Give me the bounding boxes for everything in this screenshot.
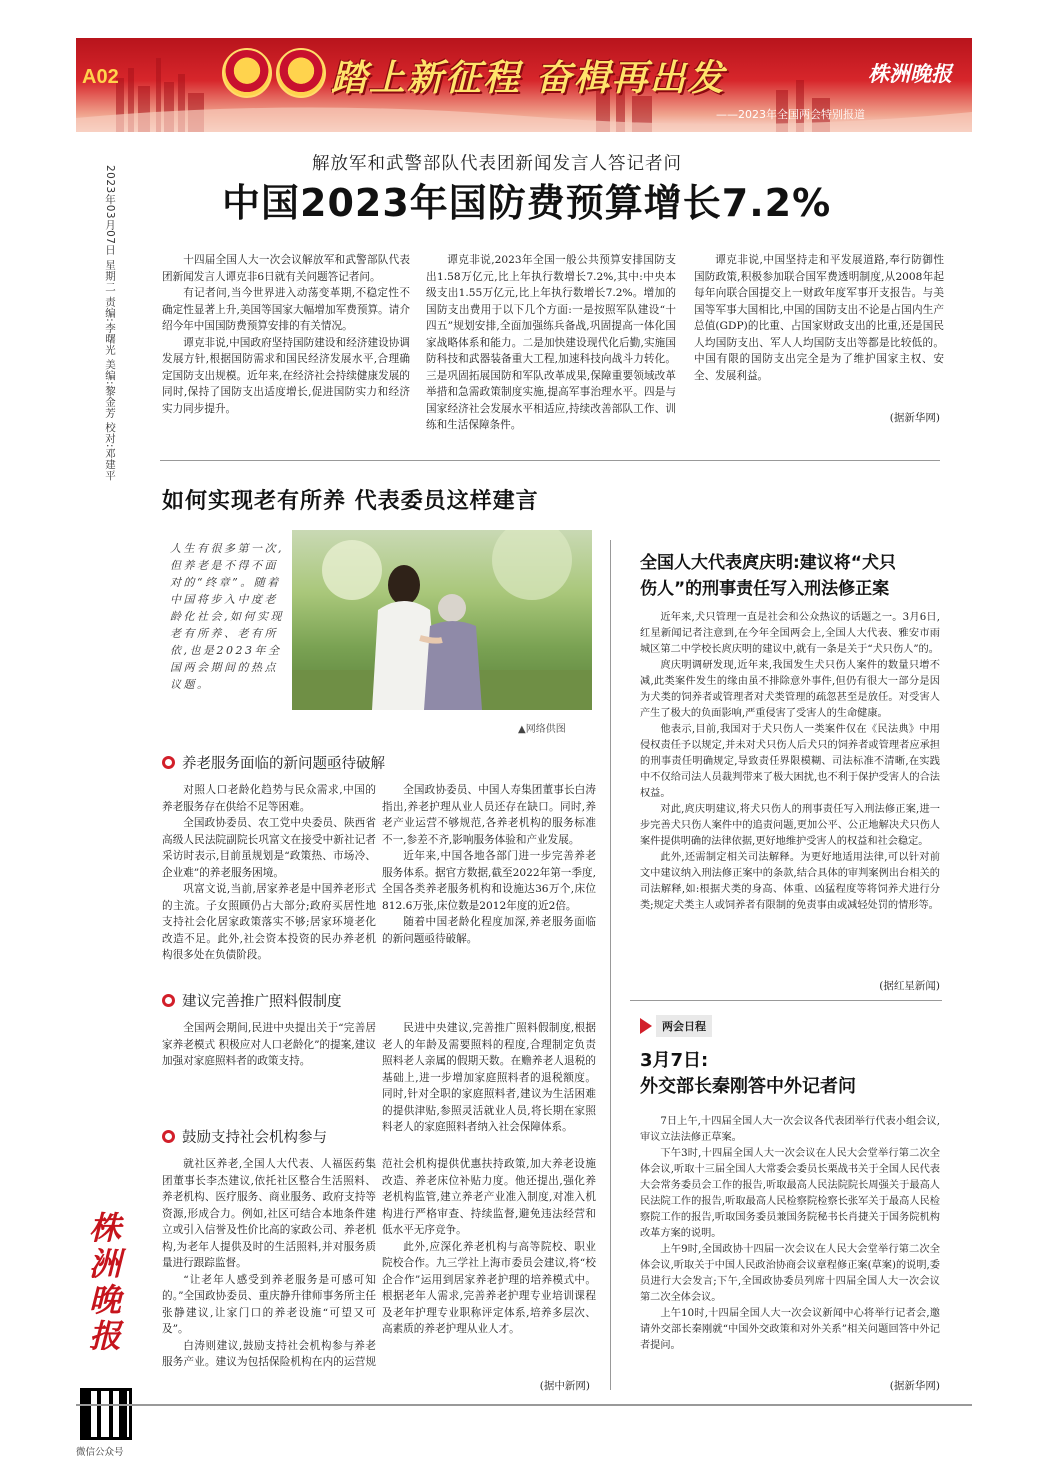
side-logo-line2: 晚报 [88, 1281, 121, 1355]
schedule-tag [640, 1015, 740, 1037]
national-emblem-icon [222, 48, 272, 98]
paragraph: 全国两会期间,民进中央提出关于“完善居家养老模式 积极应对人口老龄化”的提案,建议加强对家庭照料者的政策支持。 [162, 1022, 376, 1067]
section-heading [162, 1126, 327, 1147]
photo-credit: ▲网络供图 [518, 724, 566, 735]
article2-s3-cols [162, 1156, 596, 1374]
wechat-qr-code-icon[interactable] [80, 1388, 132, 1440]
article3-headline-line1: 全国人大代表庹庆明:建议将“犬只 [640, 553, 896, 573]
banner-subtitle: ——2023年全国两会特别报道 [716, 108, 865, 121]
article3-body [640, 610, 940, 914]
header-banner [76, 38, 972, 132]
paragraph: 对此,庹庆明建议,将犬只伤人的刑事责任写入刑法修正案,进一步完善犬只伤人案件中的追责问题,更加公平、公正地解决犬只伤人案件提供明确的法律依据,更好地维护受害人的权益和社会稳定。 [640, 804, 940, 847]
paragraph: 对照人口老龄化趋势与民众需求,中国的养老服务存在供给不足等困难。 [162, 784, 376, 813]
article2-headline: 如何实现老有所养 代表委员这样建言 [162, 489, 539, 514]
elderly-walking-illustration-icon [292, 530, 592, 710]
paragraph: 他表示,目前,我国对于犬只伤人一类案件仅在《民法典》中用侵权责任予以规定,并未对犬只伤人后犬只的饲养者或管理者应承担的刑事责任明确规定,导致责任界限模糊、司法标准不清晰,在实践中不仅给司法人员裁判带来了极大困扰,也不利于保护受害人的合法权益。 [640, 724, 940, 799]
article2-s1-col-1 [162, 782, 376, 964]
article4-source: (据新华网) [889, 1380, 940, 1392]
article2-s2-col-1 [162, 1020, 376, 1070]
paragraph: 十四届全国人大一次会议解放军和武警部队代表团新闻发言人谭克非6日就有关问题答记者问。 [162, 254, 410, 283]
paragraph: 近年来,犬只管理一直是社会和公众热议的话题之一。3月6日,红星新闻记者注意到,在今年全国两会上,全国人大代表、雅安市雨城区第二中学校长庹庆明的建议中,就有一条是关于“犬只伤人”的。 [640, 612, 940, 655]
paragraph: 此外,还需制定相关司法解释。为更好地适用法律,可以针对前文中建议纳入刑法修正案中的条款,结合具体的审判案例出台相关的司法解释,如:根据犬类的身高、体重、凶猛程度等将饲养犬进行分类;规定犬类主人或饲养者有限制的免责事由或减轻处罚的情形等。 [640, 852, 940, 911]
banner-slogan: 踏上新征程 奋楫再出发 [331, 58, 726, 99]
paragraph: “让老年人感受到养老服务是可感可知的。”全国政协委员、重庆静升律师事务所主任张静建议,让家门口的养老设施“可望又可及”。 [162, 1273, 376, 1335]
paragraph: 庹庆明调研发现,近年来,我国发生犬只伤人案件的数量只增不减,此类案件发生的缘由虽不排除意外事件,但仍有很大一部分是因为犬类的饲养者或管理者对犬类管理的疏忽甚至是放任。对受害人产生了极大的负面影响,严重侵害了受害人的生命健康。 [640, 660, 940, 719]
article2-source: (据中新网) [539, 1380, 590, 1392]
article4-body [640, 1114, 940, 1354]
page-number: A02 [82, 66, 119, 88]
article1-headline: 中国2023年国防费预算增长7.2% [222, 181, 832, 225]
section-title: 鼓励支持社会机构参与 [182, 1130, 327, 1146]
paragraph: 上午10时,十四届全国人大一次会议新闻中心将举行记者会,邀请外交部长秦刚就“中国外交政策和对外关系”相关问题回答中外记者提问。 [640, 1308, 940, 1351]
article4-headline-line2: 外交部长秦刚答中外记者问 [640, 1076, 856, 1097]
divider [160, 460, 940, 461]
side-paper-logo [78, 1210, 132, 1354]
article4-headline-line1: 3月7日: [640, 1050, 709, 1071]
date-editor-strip: 2023年03月07日 星期二 责编:李曙光 美编:黎金芳 校对:邓建平 [104, 165, 116, 481]
paragraph: 7日上午,十四届全国人大一次会议各代表团举行代表小组会议,审议立法法修正草案。 [640, 1116, 940, 1143]
paragraph: 就社区养老,全国人大代表、人福医药集团董事长李杰建议,依托社区整合生活照料、养老机构、医疗服务、商业服务、政府支持等资源,形成合力。例如,社区可结合本地条件建立或引入信誉及性价比高的家政公司、养老机构,为老年人提供及时的生活照料,并对服务质量进行跟踪监督。 [162, 1158, 376, 1269]
paragraph: 有记者问,当今世界进入动荡变革期,不稳定性不确定性显著上升,美国等国家大幅增加军费预算。请介绍今年中国国防费预算安排的有关情况。 [162, 287, 410, 332]
paragraph: 全国政协委员、农工党中央委员、陕西省高级人民法院副院长巩富文在接受中新社记者采访时表示,目前虽规划是“政策热、市场冷、企业难”的养老服务困境。 [162, 817, 376, 879]
article1-kicker: 解放军和武警部队代表团新闻发言人答记者问 [312, 154, 682, 174]
paragraph: 巩富文说,当前,居家养老是中国养老形式的主流。子女照顾仍占大部分;政府买居性地支持社会化居家政策落实不够;居家环境老化改造不足。此外,社会资本投资的民办养老机构很多处在负债阶段。 [162, 883, 376, 961]
column-divider [610, 540, 611, 1390]
section-title: 养老服务面临的新问题亟待破解 [182, 756, 385, 772]
paragraph: 白涛则建议,鼓励支持社会机构参与养老服务产业。建议为包括保险机构在内的运营规范社会机构提供优惠扶持政策,加大养老设施改造、养老床位补贴力度。他还提出,强化养老机构监管,建立养老产业准入制度,对准入机构进行严格审查、持续监督,避免违法经营和低水平无序竞争。 [162, 1158, 596, 1368]
side-logo-line1: 株洲 [88, 1209, 121, 1283]
tag-label: 两会日程 [656, 1015, 712, 1037]
paragraph: 谭克非说,中国政府坚持国防建设和经济建设协调发展方针,根据国防需求和国民经济发展水平,合理确定国防支出规模。近年来,在经济社会持续健康发展的同时,保持了国防支出适度增长,促进国防实力和经济实力同步提升。 [162, 336, 410, 415]
paragraph: 下午3时,十四届全国人大一次会议在人民大会堂举行第二次全体会议,听取十三届全国人大常委会委员长栗战书关于全国人民代表大会常务委员会工作的报告,听取最高人民法院院长周强关于最高人民法院工作的报告,听取最高人民检察院检察长张军关于最高人民检察院工作的报告,听取国务委员兼国务院秘书长肖捷关于国务院机构改革方案的说明。 [640, 1148, 940, 1239]
paragraph: 随着中国老龄化程度加深,养老服务面临的新问题亟待破解。 [382, 916, 596, 945]
article1-source: (据新华网) [889, 412, 940, 424]
photo-caption: 人生有很多第一次,但养老是不得不面对的“终章”。随着中国将步入中度老龄化社会,如何实现老有所养、老有所依,也是2023年全国两会期间的热点议题。 [170, 542, 284, 691]
bullet-circle-icon [162, 1130, 175, 1143]
paper-logo: 株洲晚报 [868, 62, 952, 86]
paragraph: 谭克非说,中国坚持走和平发展道路,奉行防御性国防政策,积极参加联合国军费透明制度,从2008年起每年向联合国提交上一财政年度军事开支报告。与美国等军事大国相比,中国的国防支出不论是占国内生产总值(GDP)的比重、占国家财政支出的比重,还是国民人均国防支出、军人人均国防支出等都是比较低的。中国有限的国防支出完全是为了维护国家主权、安全、发展利益。 [694, 254, 944, 382]
elderly-care-photo [292, 530, 592, 710]
section-heading [162, 990, 342, 1011]
article1-col-1 [162, 252, 410, 417]
paragraph: 谭克非说,2023年全国一般公共预算安排国防支出1.58万亿元,比上年执行数增长7.2%,其中:中央本级支出1.55万亿元,比上年执行数增长7.2%。增加的国防支出费用于以下几个方面:一是按照军队建设“十四五”规划安排,全面加强练兵备战,巩固提高一体化国家战略体系和能力。二是加快建设现代化后勤,实施国防科技和武器装备重大工程,加速科技向战斗力转化。三是巩固拓展国防和军队改革成果,保障重要领域改革举措和急需政策制度实施,提高军事治理水平。四是与国家经济社会发展水平相适应,持续改善部队工作、训练和生活保障条件。 [426, 254, 676, 431]
qr-label: 微信公众号 [76, 1447, 124, 1458]
paragraph: 近年来,中国各地各部门进一步完善养老服务体系。据官方数据,截至2022年第一季度,全国各类养老服务机构和设施达36万个,床位812.6万张,床位数是2012年度的近2倍。 [382, 850, 596, 912]
bullet-circle-icon [162, 994, 175, 1007]
paragraph: 此外,应深化养老机构与高等院校、职业院校合作。九三学社上海市委员会建议,将“校企合作”运用到居家养老护理的培养模式中。根据老年人需求,完善养老护理专业培训课程及老年护理专业职称评定体系,培养多层次、高素质的养老护理从业人才。 [382, 1240, 596, 1335]
paragraph: 民进中央建议,完善推广照料假制度,根据老人的年龄及需要照料的程度,合理制定负责照料老人亲属的假期天数。在赡养老人退税的基础上,进一步增加家庭照料者的退税额度。同时,针对全职的家庭照料者,建议为生活困难的提供津贴,参照灵活就业人员,将长期在家照料老人的家庭照料者纳入社会保障体系。 [382, 1022, 596, 1133]
section-heading [162, 752, 385, 773]
cppcc-emblem-icon [276, 48, 326, 98]
flag-icon [640, 1018, 652, 1034]
article3-headline-line2: 伤人”的刑事责任写入刑法修正案 [640, 579, 890, 599]
divider [630, 1000, 942, 1001]
article2-s1-col-2 [382, 782, 596, 947]
paragraph: 全国政协委员、中国人寿集团董事长白涛指出,养老护理从业人员还存在缺口。同时,养老产业运营不够规范,各养老机构的服务标准不一,参差不齐,影响服务体验和产业发展。 [382, 784, 596, 846]
article2-s2-col-2 [382, 1020, 596, 1136]
section-title: 建议完善推广照料假制度 [182, 994, 342, 1010]
bullet-circle-icon [162, 756, 175, 769]
paragraph: 上午9时,全国政协十四届一次会议在人民大会堂举行第二次全体会议,听取关于中国人民政治协商会议章程修正案(草案)的说明,委员进行大会发言;下午,全国政协委员列席十四届全国人大一次会议第二次全体会议。 [640, 1244, 940, 1303]
bottom-rule [76, 1404, 972, 1406]
article3-source: (据红星新闻) [879, 980, 940, 992]
